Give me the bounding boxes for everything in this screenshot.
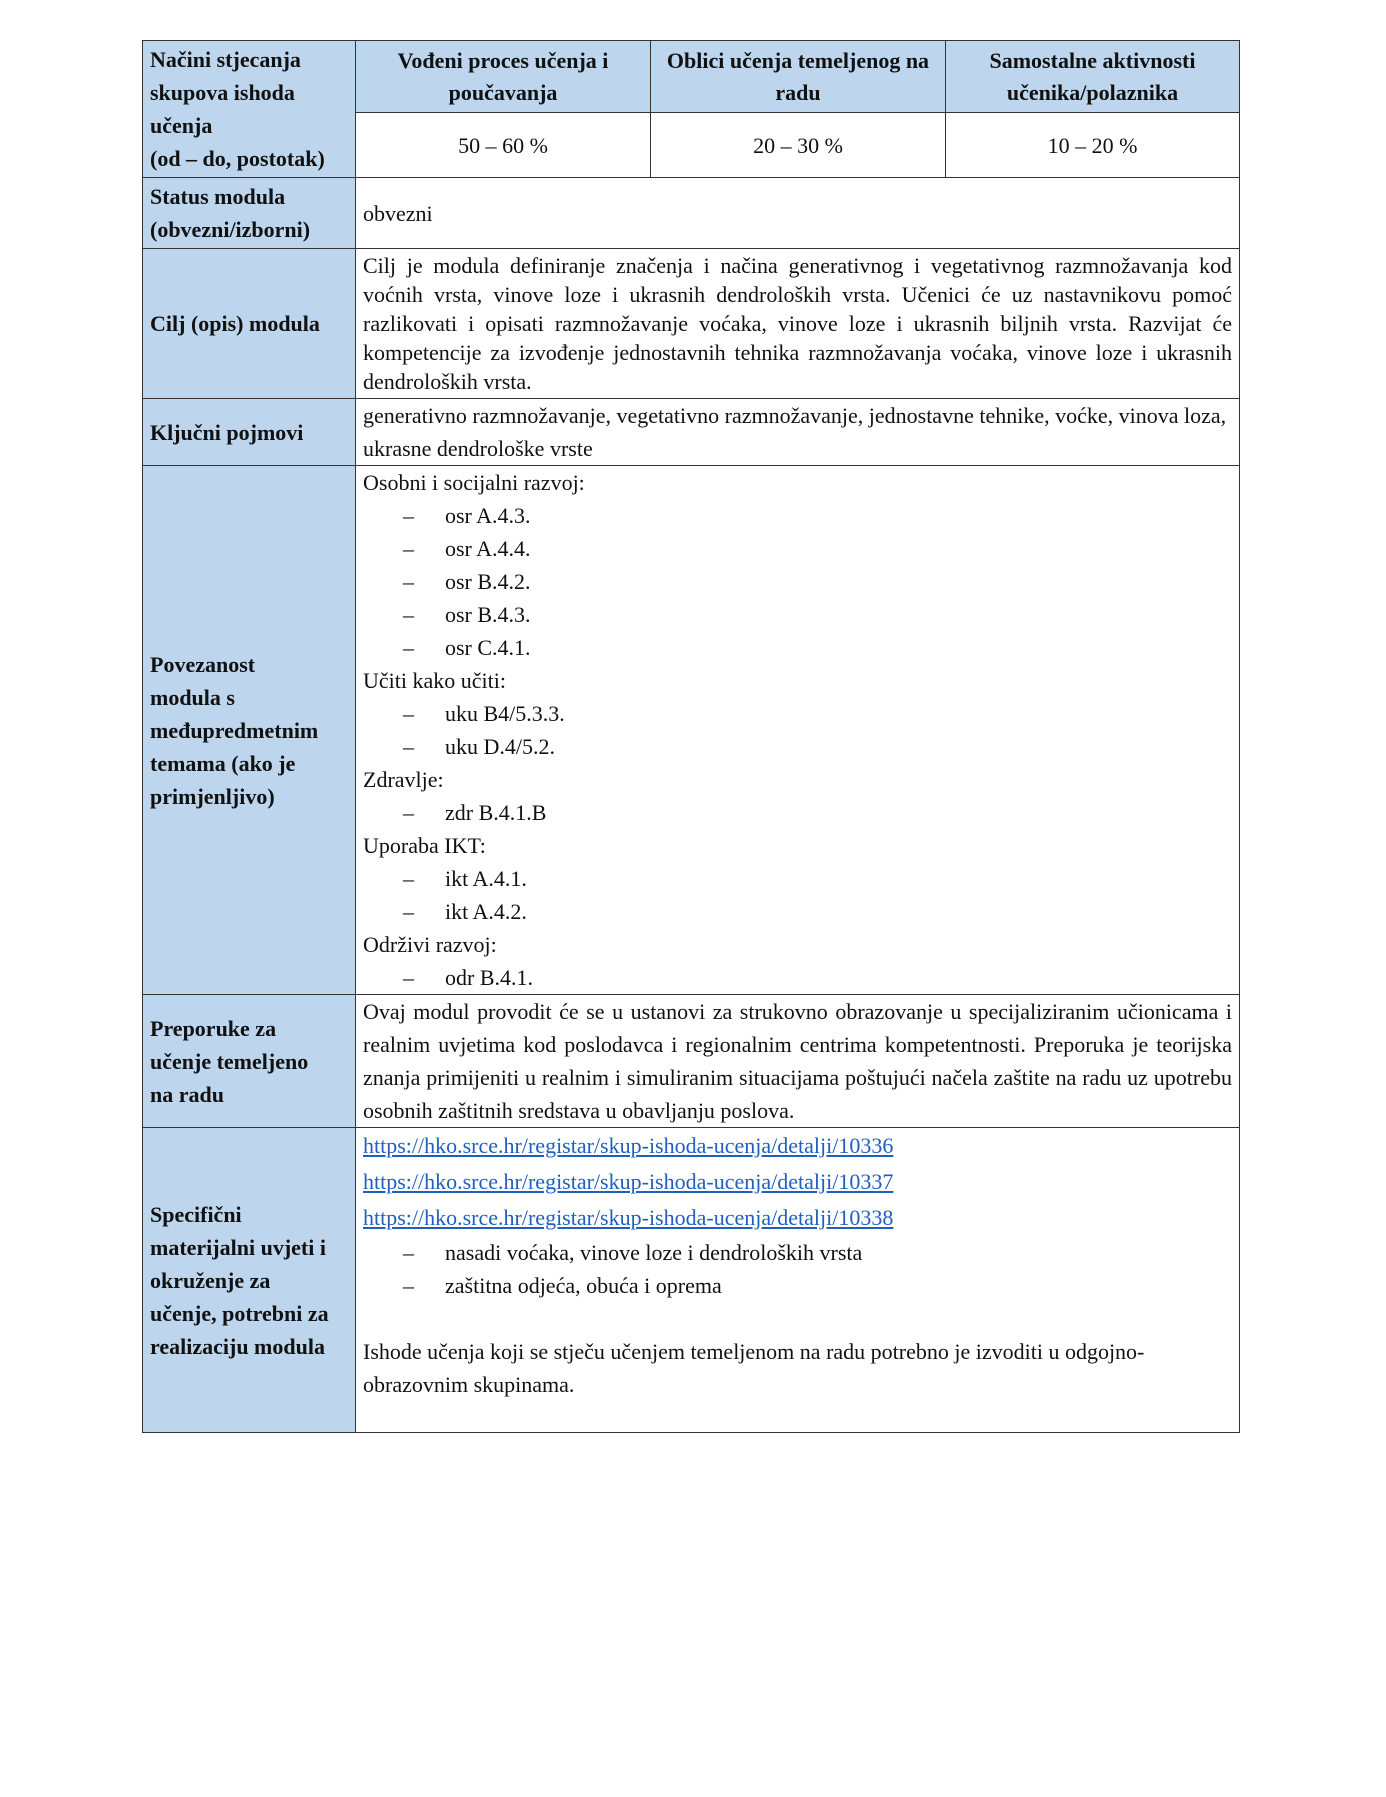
value-materijalni [356, 1128, 1240, 1433]
list-item: – ikt A.4.1. [363, 862, 1232, 895]
list-item: – zdr B.4.1.B [363, 796, 1232, 829]
list-item: – osr B.4.2. [363, 565, 1232, 598]
value-samostalne: 10 – 20 % [946, 113, 1240, 178]
row-povezanost [143, 466, 1240, 995]
list-item: – ikt A.4.2. [363, 895, 1232, 928]
header-oblici: Oblici učenja temeljenog na radu [651, 41, 946, 113]
header-samostalne: Samostalne aktivnosti učenika/polaznika [946, 41, 1240, 113]
label-line: Status modula [150, 184, 286, 209]
header-vodeni: Vođeni proces učenja i poučavanja [356, 41, 651, 113]
list-item: – osr A.4.3. [363, 499, 1232, 532]
label-line: Specifični [150, 1201, 242, 1227]
label-cilj: Cilj (opis) modula [143, 249, 356, 399]
list-item: – nasadi voćaka, vinove loze i dendroloških vrsta [363, 1236, 1232, 1269]
label-line: materijalni uvjeti i [150, 1234, 326, 1260]
group-title: Uporaba IKT: [363, 833, 486, 858]
list-item: – osr A.4.4. [363, 532, 1232, 565]
label-line: (od – do, postotak) [150, 146, 325, 171]
label-line: Povezanost [150, 651, 256, 677]
hko-link-10337[interactable]: https://hko.srce.hr/registar/skup-ishoda-ucenja/detalji/10337 [363, 1169, 894, 1194]
label-pojmovi: Ključni pojmovi [143, 399, 356, 466]
group-uku [363, 664, 1232, 763]
group-osr [363, 466, 1232, 664]
value-povezanost [356, 466, 1240, 995]
label-povezanost [143, 466, 356, 995]
label-line: realizaciju modula [150, 1333, 325, 1359]
label-line: na radu [150, 1081, 224, 1107]
row-nacini-header [143, 41, 1240, 113]
label-line: Načini stjecanja [150, 47, 301, 72]
label-status [143, 178, 356, 249]
group-title: Učiti kako učiti: [363, 668, 506, 693]
list-item: – osr C.4.1. [363, 631, 1232, 664]
label-line: učenja [150, 113, 213, 138]
list-item: – osr B.4.3. [363, 598, 1232, 631]
hko-link-10336[interactable]: https://hko.srce.hr/registar/skup-ishoda-ucenja/detalji/10336 [363, 1133, 894, 1158]
value-status: obvezni [356, 178, 1240, 249]
label-line: temama (ako je [150, 750, 296, 776]
hko-link-10338[interactable]: https://hko.srce.hr/registar/skup-ishoda-ucenja/detalji/10338 [363, 1205, 894, 1230]
label-nacini [143, 41, 356, 178]
document-page [142, 40, 1239, 1433]
note-text: Ishode učenja koji se stječu učenjem temeljenom na radu potrebno je izvoditi u odgojno-obrazovnim skupinama. [363, 1339, 1145, 1397]
label-line: primjenljivo) [150, 783, 275, 809]
list-item: – odr B.4.1. [363, 961, 1232, 994]
label-line: modula s [150, 684, 235, 710]
group-title: Održivi razvoj: [363, 932, 497, 957]
label-line: međupredmetnim [150, 717, 319, 743]
label-materijalni [143, 1128, 356, 1433]
row-status [143, 178, 1240, 249]
row-materijalni [143, 1128, 1240, 1433]
label-preporuke [143, 995, 356, 1128]
value-preporuke: Ovaj modul provodit će se u ustanovi za strukovno obrazovanje u specijaliziranim učionicama i realnim uvjetima kod poslodavca i regionalnim centrima kompetentnosti. Preporuka je teorijska znanja primijeniti u realnim i simuliranim situacijama poštujući načela zaštite na radu uz upotrebu osobnih zaštitnih sredstava u obavljanju poslova. [356, 995, 1240, 1128]
row-preporuke [143, 995, 1240, 1128]
list-item: – zaštitna odjeća, obuća i oprema [363, 1269, 1232, 1302]
label-line: (obvezni/izborni) [150, 217, 311, 242]
value-pojmovi: generativno razmnožavanje, vegetativno razmnožavanje, jednostavne tehnike, voćke, vinova loza, ukrasne dendrološke vrste [356, 399, 1240, 466]
label-line: okruženje za [150, 1267, 271, 1293]
row-pojmovi [143, 399, 1240, 466]
module-table [142, 40, 1240, 1433]
label-line: učenje temeljeno [150, 1048, 309, 1074]
group-zdr [363, 763, 1232, 829]
group-ikt [363, 829, 1232, 928]
value-cilj: Cilj je modula definiranje značenja i načina generativnog i vegetativnog razmnožavanja kod voćnih vrsta, vinove loze i ukrasnih dendroloških vrsta. Učenici će uz nastavnikovu pomoć razlikovati i opisati razmnožavanje voćaka, vinove loze i ukrasnih biljnih vrsta. Razvijat će kompetencije za izvođenje jednostavnih tehnika razmnožavanja voćaka, vinove loze i ukrasnih dendroloških vrsta. [356, 249, 1240, 399]
row-cilj [143, 249, 1240, 399]
label-line: skupova ishoda [150, 80, 295, 105]
label-line: učenje, potrebni za [150, 1300, 329, 1326]
group-odr [363, 928, 1232, 994]
group-title: Zdravlje: [363, 767, 444, 792]
value-oblici: 20 – 30 % [651, 113, 946, 178]
group-title: Osobni i socijalni razvoj: [363, 470, 585, 495]
list-item: – uku B4/5.3.3. [363, 697, 1232, 730]
label-line: Preporuke za [150, 1015, 277, 1041]
value-vodeni: 50 – 60 % [356, 113, 651, 178]
list-item: – uku D.4/5.2. [363, 730, 1232, 763]
